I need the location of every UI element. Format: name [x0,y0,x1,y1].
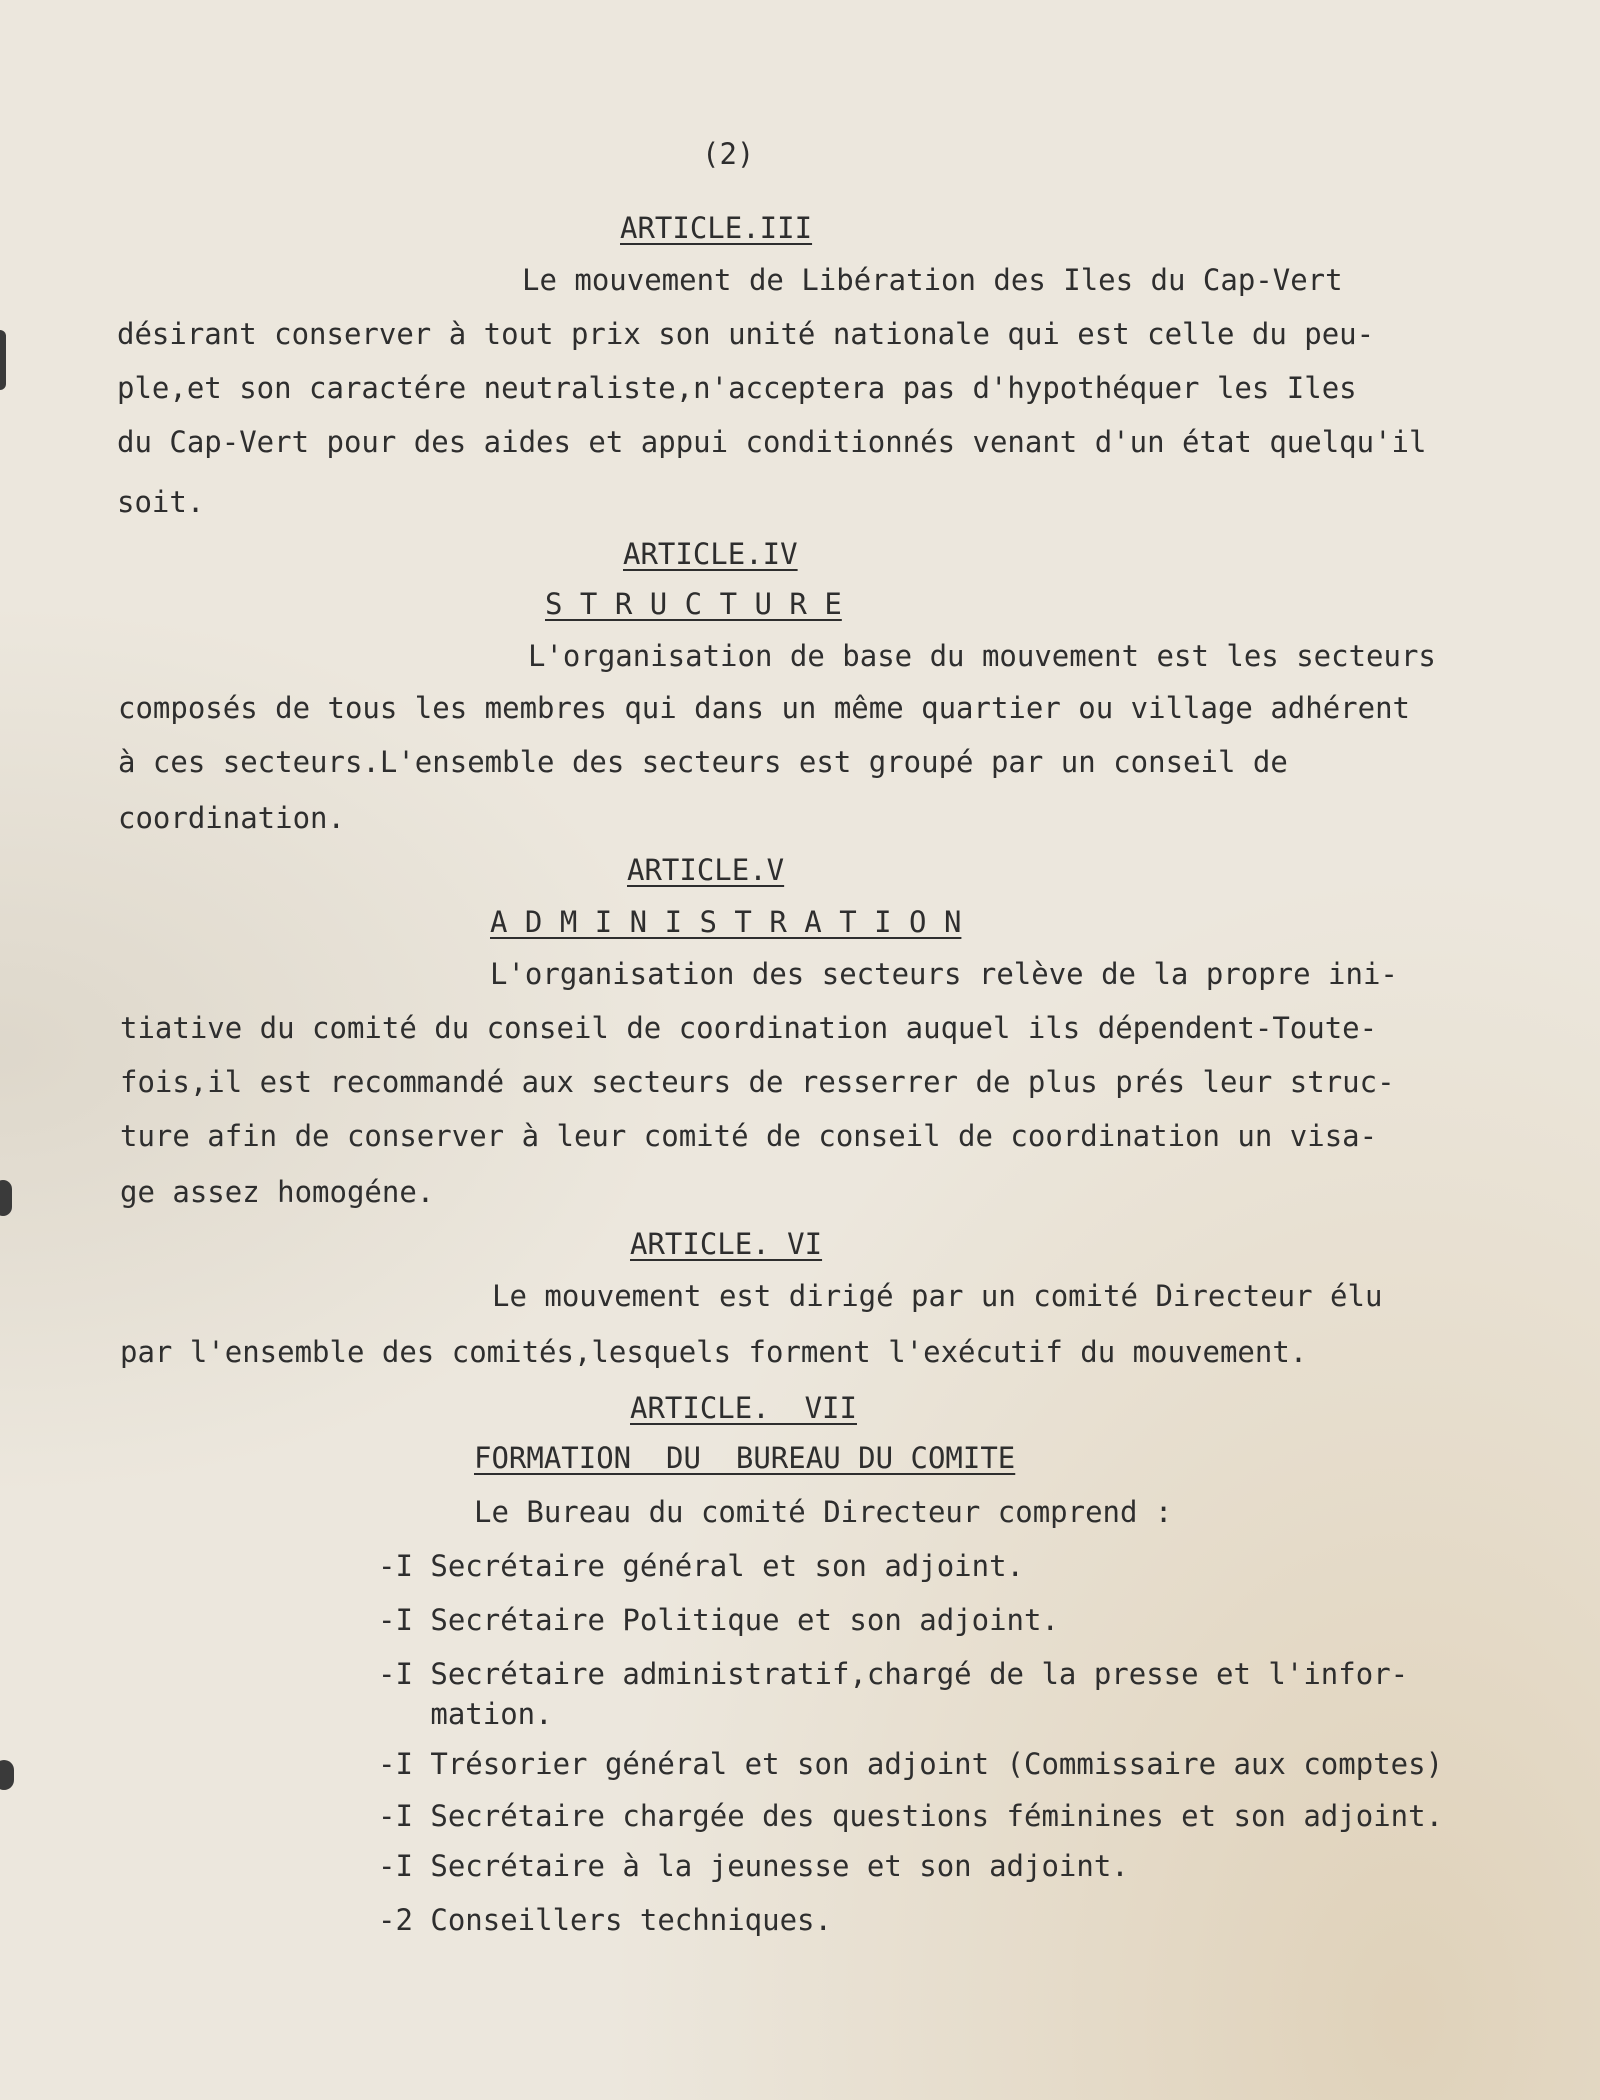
page-number: (2) [702,137,755,171]
bureau-item-4: -I Trésorier général et son adjoint (Commissaire aux comptes) [378,1747,1444,1781]
bureau-item-3-continued: mation. [378,1697,553,1731]
article-4-line-2: composés de tous les membres qui dans un même quartier ou village adhérent [118,691,1411,725]
article-7-intro: Le Bureau du comité Directeur comprend : [474,1495,1173,1529]
bureau-item-2: -I Secrétaire Politique et son adjoint. [378,1603,1059,1637]
article-4-line-1: L'organisation de base du mouvement est les secteurs [528,639,1436,673]
article-5-line-1: L'organisation des secteurs relève de la propre ini- [490,957,1398,991]
bureau-item-6: -I Secrétaire à la jeunesse et son adjoint. [378,1849,1129,1883]
article-3-line-3: ple,et son caractére neutraliste,n'acceptera pas d'hypothéquer les Iles [117,371,1357,405]
article-7-subheading: FORMATION DU BUREAU DU COMITE [474,1441,1016,1475]
article-3-line-4: du Cap-Vert pour des aides et appui conditionnés venant d'un état quelqu'il [117,425,1427,459]
article-5-line-3: fois,il est recommandé aux secteurs de resserrer de plus prés leur struc- [120,1065,1395,1099]
bureau-item-1: -I Secrétaire général et son adjoint. [378,1549,1025,1583]
article-5-heading: ARTICLE.V [627,853,785,887]
article-3-line-1: Le mouvement de Libération des Iles du Cap-Vert [522,263,1343,297]
article-3-line-2: désirant conserver à tout prix son unité nationale qui est celle du peu- [117,317,1375,351]
article-4-subheading: S T R U C T U R E [545,587,842,621]
article-7-heading: ARTICLE. VII [630,1391,857,1425]
article-3-heading: ARTICLE.III [620,211,813,245]
bureau-item-5: -I Secrétaire chargée des questions féminines et son adjoint. [378,1799,1444,1833]
article-4-line-4: coordination. [118,801,345,835]
article-6-line-1: Le mouvement est dirigé par un comité Directeur élu [492,1279,1383,1313]
article-5-line-2: tiative du comité du conseil de coordination auquel ils dépendent-Toute- [120,1011,1378,1045]
article-5-subheading: A D M I N I S T R A T I O N [490,905,962,939]
article-6-line-2: par l'ensemble des comités,lesquels forment l'exécutif du mouvement. [120,1335,1308,1369]
bureau-item-3: -I Secrétaire administratif,chargé de la presse et l'infor- [378,1657,1409,1691]
bureau-item-7: -2 Conseillers techniques. [378,1903,832,1937]
punch-hole-mark-bottom [0,1760,14,1790]
article-5-line-4: ture afin de conserver à leur comité de conseil de coordination un visa- [120,1119,1378,1153]
article-3-line-5: soit. [117,485,205,519]
article-6-heading: ARTICLE. VI [630,1227,823,1261]
punch-hole-mark-top [0,330,6,390]
article-4-line-3: à ces secteurs.L'ensemble des secteurs est groupé par un conseil de [118,745,1288,779]
article-5-line-5: ge assez homogéne. [120,1175,435,1209]
article-4-heading: ARTICLE.IV [623,537,798,571]
punch-hole-mark-middle [0,1180,12,1216]
